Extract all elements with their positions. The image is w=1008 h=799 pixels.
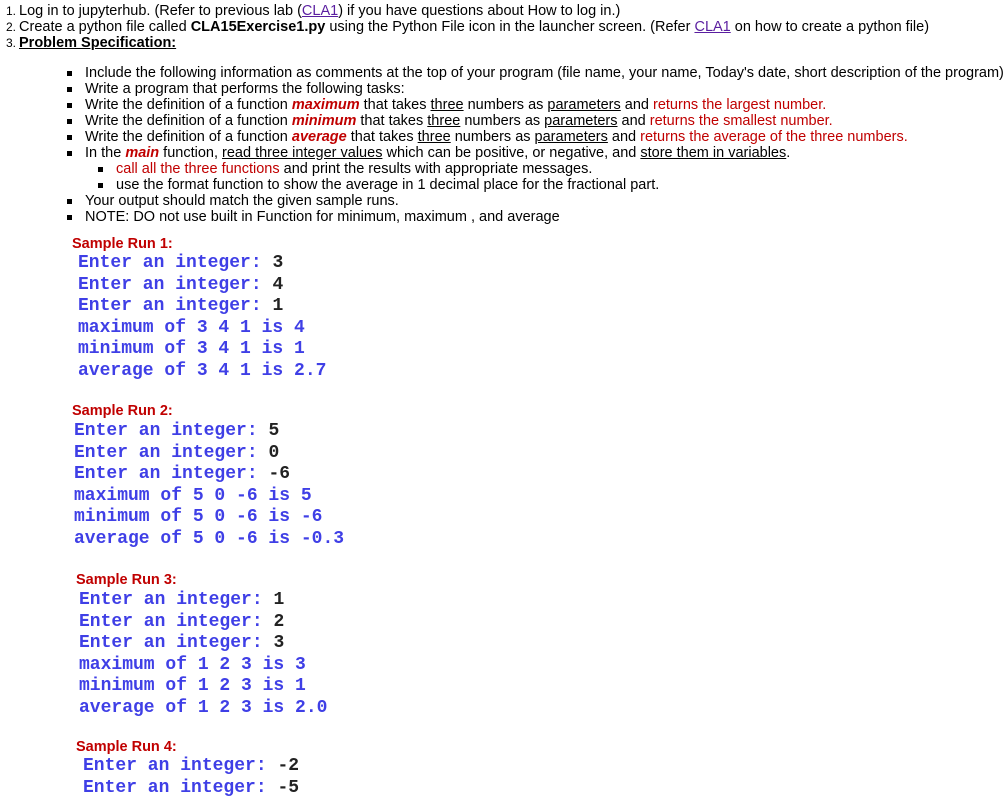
- task-text: Write the definition of a function: [85, 129, 292, 145]
- step-text: Create a python file called: [19, 19, 191, 35]
- step-1: [6, 3, 929, 19]
- code-line: minimum of 3 4 1 is 1: [78, 339, 305, 360]
- step-2: [6, 19, 929, 35]
- task-item: [65, 113, 1004, 129]
- code-text: Enter an integer:: [79, 633, 274, 654]
- input-value: 1: [273, 590, 285, 610]
- step-text: using the Python File icon in the launcher screen. (Refer: [325, 19, 695, 35]
- code-text: Enter an integer:: [79, 611, 274, 632]
- task-text: store them in variables: [640, 145, 787, 161]
- task-text: that takes: [356, 113, 428, 129]
- file-name: CLA15Exercise1.py: [190, 19, 326, 35]
- task-text: that takes: [359, 97, 431, 113]
- sample-run-output: [79, 590, 327, 720]
- code-text: Enter an integer:: [78, 296, 273, 317]
- sample-run-title: Sample Run 2:: [72, 403, 173, 419]
- function-name: minimum: [291, 113, 357, 129]
- code-line: [74, 443, 344, 465]
- instruction-steps: [6, 3, 929, 51]
- code-line: [74, 464, 344, 486]
- function-name: maximum: [291, 97, 360, 113]
- input-value: 4: [272, 274, 284, 295]
- code-line: [79, 633, 327, 655]
- sub-task-item: [65, 161, 1004, 177]
- task-item: Write a program that performs the following tasks:: [65, 81, 1004, 97]
- code-line: [78, 296, 326, 318]
- task-text: In the: [85, 145, 126, 161]
- code-line: [83, 756, 299, 778]
- code-text: Enter an integer:: [78, 274, 273, 295]
- sample-run-title: Sample Run 1:: [72, 236, 173, 252]
- function-name: average: [291, 129, 347, 145]
- step-number: 1.: [6, 4, 17, 18]
- code-line: average of 1 2 3 is 2.0: [79, 697, 328, 718]
- task-text: returns the largest number.: [653, 97, 827, 113]
- task-text: numbers as: [460, 113, 545, 129]
- sample-run-title: Sample Run 3:: [76, 572, 177, 588]
- step-number: 2.: [6, 20, 17, 34]
- task-text: parameters: [547, 97, 621, 113]
- step-text: ) if you have questions about How to log in.): [338, 3, 621, 19]
- input-value: 2: [273, 611, 285, 632]
- code-line: [79, 590, 327, 612]
- task-text: three: [427, 113, 461, 129]
- input-value: -5: [277, 777, 300, 798]
- task-text: Write the definition of a function: [85, 113, 292, 129]
- code-text: Enter an integer:: [83, 756, 278, 776]
- code-line: average of 5 0 -6 is -0.3: [74, 528, 345, 549]
- task-list: [65, 65, 1004, 225]
- step-text: on how to create a python file): [730, 19, 930, 35]
- task-text: returns the average of the three numbers.: [640, 129, 908, 145]
- input-value: 0: [268, 442, 280, 463]
- task-text: call all the three functions: [116, 161, 280, 177]
- code-line: minimum of 5 0 -6 is -6: [74, 507, 323, 528]
- code-line: [78, 275, 326, 297]
- task-text: and: [620, 97, 654, 113]
- code-line: maximum of 1 2 3 is 3: [79, 654, 306, 675]
- cla1-link[interactable]: CLA1: [694, 19, 731, 35]
- task-text: three: [417, 129, 451, 145]
- task-text: that takes: [346, 129, 418, 145]
- task-item: NOTE: DO not use built in Function for minimum, maximum , and average: [65, 209, 1004, 225]
- task-item: Your output should match the given sample runs.: [65, 193, 1004, 209]
- sample-run-title: Sample Run 4:: [76, 739, 177, 755]
- sub-task-item: use the format function to show the average in 1 decimal place for the fractional part.: [65, 177, 1004, 193]
- task-text: and print the results with appropriate messages.: [279, 161, 593, 177]
- task-text: Write the definition of a function: [85, 97, 292, 113]
- sample-run-output: [83, 756, 299, 799]
- input-value: -6: [268, 464, 291, 485]
- problem-spec-heading: Problem Specification:: [19, 35, 177, 51]
- code-line: [79, 612, 327, 634]
- sample-run-output: [78, 253, 326, 383]
- code-line: [78, 253, 326, 275]
- input-value: 5: [268, 421, 280, 441]
- step-text: Log in to jupyterhub. (Refer to previous lab (: [19, 3, 302, 19]
- input-value: 3: [272, 253, 284, 273]
- code-line: minimum of 1 2 3 is 1: [79, 676, 306, 697]
- task-text: returns the smallest number.: [649, 113, 833, 129]
- input-value: -2: [277, 756, 300, 776]
- task-item: [65, 129, 1004, 145]
- task-text: parameters: [544, 113, 618, 129]
- task-text: numbers as: [463, 97, 548, 113]
- step-3: [6, 35, 929, 51]
- task-item: [65, 97, 1004, 113]
- code-text: Enter an integer:: [79, 590, 274, 610]
- task-text: .: [786, 145, 791, 161]
- code-text: Enter an integer:: [74, 442, 269, 463]
- task-text: and: [617, 113, 650, 129]
- input-value: 1: [272, 296, 284, 317]
- task-text: and: [607, 129, 641, 145]
- code-line: maximum of 5 0 -6 is 5: [74, 485, 312, 506]
- code-line: maximum of 3 4 1 is 4: [78, 317, 305, 338]
- sample-run-output: [74, 421, 344, 551]
- cla1-link[interactable]: CLA1: [301, 3, 339, 19]
- input-value: 3: [273, 633, 285, 654]
- task-text: three: [430, 97, 464, 113]
- code-line: average of 3 4 1 is 2.7: [78, 360, 327, 381]
- task-text: numbers as: [450, 129, 535, 145]
- code-line: [74, 421, 344, 443]
- step-number: 3.: [6, 36, 17, 50]
- code-text: Enter an integer:: [83, 777, 278, 798]
- task-text: read three integer values: [222, 145, 383, 161]
- code-text: Enter an integer:: [78, 253, 273, 273]
- task-item: Include the following information as comments at the top of your program (file name, your name, Today's date, short description of the program): [65, 65, 1004, 81]
- task-text: which can be positive, or negative, and: [382, 145, 641, 161]
- code-text: Enter an integer:: [74, 464, 269, 485]
- task-item: [65, 145, 1004, 161]
- function-name: main: [125, 145, 160, 161]
- task-text: parameters: [534, 129, 608, 145]
- task-text: function,: [159, 145, 223, 161]
- code-text: Enter an integer:: [74, 421, 269, 441]
